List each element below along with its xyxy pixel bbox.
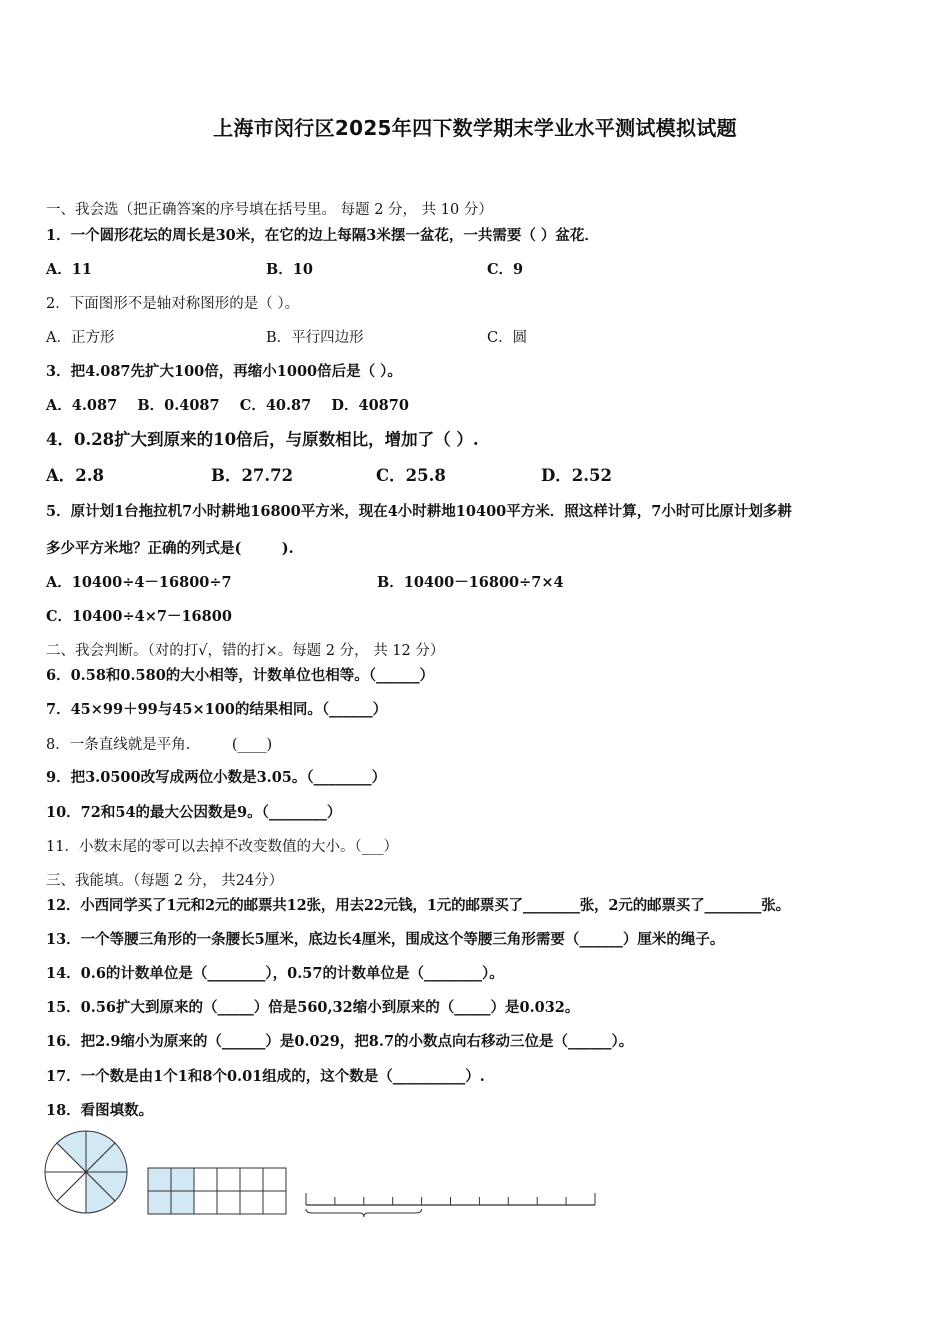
question-14: 14．0.6的计数单位是（________），0.57的计数单位是（________）。 (46, 965, 504, 982)
section-1-heading: 一、我会选（把正确答案的序号填在括号里。 每题 2 分， 共 10 分） (46, 202, 493, 218)
q1-option-a: A．11 (46, 261, 92, 278)
number-line-brace (306, 1209, 422, 1217)
question-16: 16．把2.9缩小为原来的（______）是0.029，把8.7的小数点向右移动三位是（______）。 (46, 1033, 634, 1050)
q1-option-c: C．9 (487, 261, 524, 278)
question-11: 11．小数末尾的零可以去掉不改变数值的大小。（___） (46, 839, 398, 855)
q4-option-b: B．27.72 (211, 466, 294, 485)
question-2: 2．下面图形不是轴对称图形的是（ ）。 (46, 296, 300, 312)
grid-cell (194, 1168, 217, 1191)
number-line-figure (306, 1193, 595, 1217)
question-8: 8．一条直线就是平角. (____) (46, 737, 273, 753)
question-4: 4．0.28扩大到原来的10倍后，与原数相比，增加了（ ）. (46, 430, 479, 449)
grid-cell (240, 1191, 263, 1214)
q2-option-b: B．平行四边形 (266, 330, 364, 346)
grid-cell (217, 1168, 240, 1191)
question-13: 13．一个等腰三角形的一条腰长5厘米，底边长4厘米，围成这个等腰三角形需要（______）厘米的绳子。 (46, 931, 725, 948)
fraction-circle-figure (45, 1131, 127, 1213)
question-9: 9．把3.0500改写成两位小数是3.05。（________） (46, 769, 387, 786)
grid-cell (240, 1168, 263, 1191)
q3-options: A．4.087 B．0.4087 C．40.87 D．40870 (46, 397, 409, 414)
question-1: 1．一个圆形花坛的周长是30米，在它的边上每隔3米摆一盆花，一共需要（ ）盆花． (46, 227, 599, 244)
grid-cell (263, 1191, 286, 1214)
question-17: 17．一个数是由1个1和8个0.01组成的，这个数是（__________）. (46, 1068, 485, 1085)
grid-cell (148, 1191, 171, 1214)
question-7: 7．45×99＋99与45×100的结果相同。（______） (46, 701, 388, 718)
question-10: 10．72和54的最大公因数是9。（________） (46, 804, 342, 821)
q5-option-b: B．10400－16800÷7×4 (377, 574, 564, 591)
q4-option-c: C．25.8 (376, 466, 446, 485)
q2-option-c: C．圆 (487, 330, 528, 346)
question-6: 6．0.58和0.580的大小相等，计数单位也相等。（______） (46, 667, 435, 684)
grid-cell (217, 1191, 240, 1214)
grid-cell (148, 1168, 171, 1191)
q2-option-a: A．正方形 (46, 330, 115, 346)
question-15: 15．0.56扩大到原来的（_____）倍是560,32缩小到原来的（_____）是0.032。 (46, 999, 580, 1016)
question-18: 18．看图填数。 (46, 1102, 154, 1119)
q4-option-d: D．2.52 (541, 466, 612, 485)
grid-cell (263, 1168, 286, 1191)
grid-cell (171, 1191, 194, 1214)
question-5-line-2: 多少平方米地？正确的列式是( ). (46, 540, 294, 557)
figures-row (44, 1130, 604, 1230)
q4-option-a: A．2.8 (46, 466, 105, 485)
section-3-heading: 三、我能填。（每题 2 分， 共24分） (46, 873, 284, 889)
question-5-line-1: 5．原计划1台拖拉机7小时耕地16800平方米，现在4小时耕地10400平方米．照这样计算，7小时可比原计划多耕 (46, 503, 792, 520)
q1-option-b: B．10 (266, 261, 313, 278)
grid-cell (194, 1191, 217, 1214)
q5-option-c: C．10400÷4×7－16800 (46, 608, 232, 625)
q5-option-a: A．10400÷4－16800÷7 (46, 574, 232, 591)
question-3: 3．把4.087先扩大100倍，再缩小1000倍后是（ ）。 (46, 363, 402, 380)
grid-cell (171, 1168, 194, 1191)
page-title: 上海市闵行区2025年四下数学期末学业水平测试模拟试题 (213, 116, 737, 140)
section-2-heading: 二、我会判断。（对的打√，错的打×。每题 2 分， 共 12 分） (46, 643, 445, 659)
fraction-grid-figure (148, 1168, 286, 1214)
question-12: 12．小西同学买了1元和2元的邮票共12张，用去22元钱，1元的邮票买了________张，2元的邮票买了________张。 (46, 897, 790, 914)
